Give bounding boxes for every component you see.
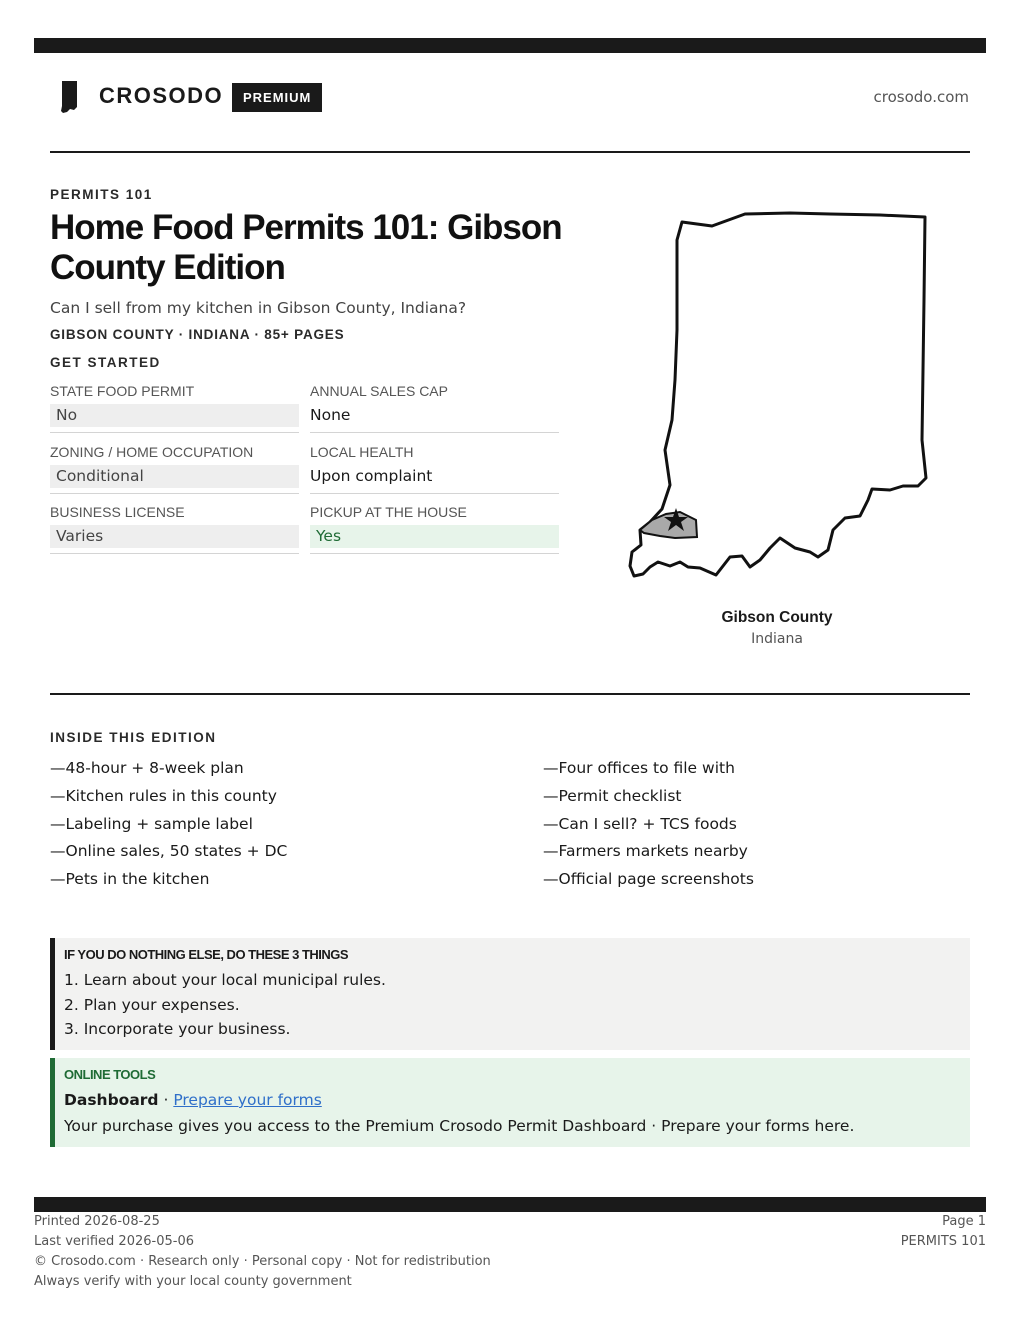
section-kicker: PERMITS 101 [50,187,153,202]
indiana-state-silhouette-icon [60,80,80,114]
edition-meta: GIBSON COUNTY · INDIANA · 85+ PAGES [50,327,345,342]
map-state-name: Indiana [751,631,803,647]
header-divider [50,151,970,153]
top-bar [34,38,986,53]
printed-date: Printed 2026-08-25 [34,1214,160,1229]
fact-business-license [50,504,299,554]
fact-state-food-permit [50,383,299,433]
indiana-map-outline-icon [620,200,940,590]
list-item: —Pets in the kitchen [50,870,210,889]
list-item: —Permit checklist [543,786,682,805]
copyright-notice: © Crosodo.com · Research only · Personal copy · Not for redistribution [34,1254,491,1269]
fact-annual-sales-cap [310,383,559,433]
callout-heading: IF YOU DO NOTHING ELSE, DO THESE 3 THINGS [64,947,349,962]
list-item: —Online sales, 50 states + DC [50,842,288,861]
list-item: 2. Plan your expenses. [64,996,240,1014]
fact-label: BUSINESS LICENSE [50,504,185,520]
disclaimer: Always verify with your local county government [34,1274,352,1289]
list-item: —Can I sell? + TCS foods [543,814,737,833]
separator: · [158,1091,174,1109]
list-item: —Labeling + sample label [50,814,253,833]
fact-label: LOCAL HEALTH [310,444,414,460]
list-item: —Farmers markets nearby [543,842,748,861]
section-divider [50,693,970,695]
inside-list-right [543,757,983,896]
dashboard-line [64,1091,322,1109]
list-item: —Kitchen rules in this county [50,786,277,805]
prepare-forms-link[interactable]: Prepare your forms [173,1091,322,1109]
fact-label: PICKUP AT THE HOUSE [310,504,467,520]
fact-label: ZONING / HOME OCCUPATION [50,444,254,460]
fact-label: STATE FOOD PERMIT [50,383,195,399]
page-title: Home Food Permits 101: Gibson County Edition [50,208,562,287]
fact-local-health [310,444,559,494]
footer-section: PERMITS 101 [900,1234,986,1249]
fact-value: No [50,404,299,427]
fact-zoning [50,444,299,494]
premium-badge: PREMIUM [232,83,322,112]
list-item: —Official page screenshots [543,870,754,889]
fact-value: None [310,406,351,424]
fact-value: Upon complaint [310,467,433,485]
fact-label: ANNUAL SALES CAP [310,383,448,399]
online-tools-callout [50,1058,970,1147]
fact-value: Conditional [50,465,299,488]
three-things-callout [50,938,970,1050]
fact-value: Varies [50,525,299,548]
inside-edition-label: INSIDE THIS EDITION [50,730,217,745]
list-item: —Four offices to file with [543,759,735,777]
list-item: 3. Incorporate your business. [64,1020,291,1038]
dashboard-label: Dashboard [64,1091,159,1109]
gibson-county-shape [640,512,697,538]
verified-date: Last verified 2026-05-06 [34,1234,194,1249]
callout-heading: ONLINE TOOLS [64,1067,156,1082]
brand-name: CROSODO [99,83,224,108]
map-county-name: Gibson County [721,609,833,626]
online-tools-description: Your purchase gives you access to the Premium Crosodo Permit Dashboard · Prepare your forms here. [64,1117,855,1135]
page-subtitle: Can I sell from my kitchen in Gibson County, Indiana? [50,299,467,317]
inside-list-left [50,757,490,896]
list-item: 1. Learn about your local municipal rules. [64,971,386,989]
footer-bar [34,1197,986,1212]
get-started-label: GET STARTED [50,355,161,370]
site-url[interactable]: crosodo.com [873,88,969,106]
fact-pickup [310,504,559,554]
page-number: Page 1 [942,1214,986,1229]
list-item: —48-hour + 8-week plan [50,759,244,777]
header [50,78,970,118]
fact-value: Yes [310,525,559,548]
